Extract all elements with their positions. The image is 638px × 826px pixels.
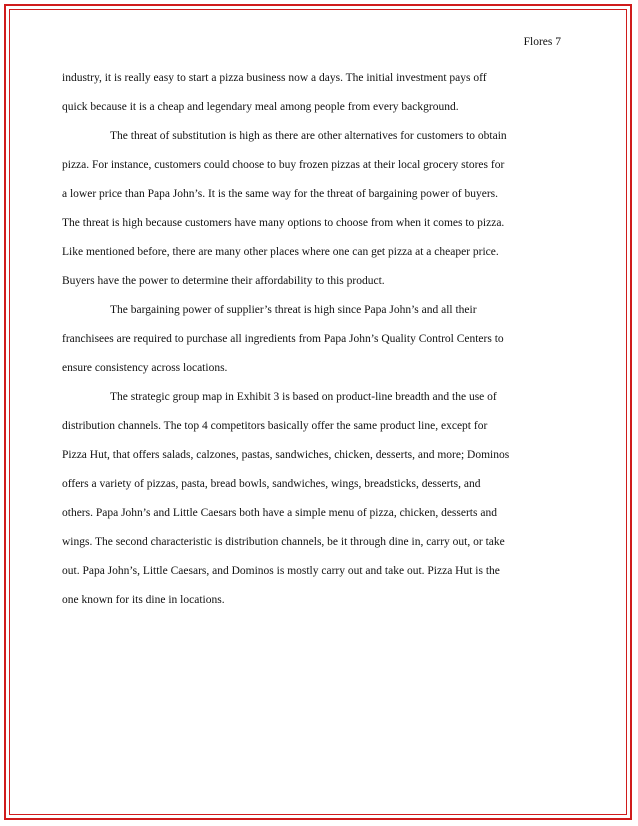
paragraph-3 [62,296,576,383]
paragraph-line: Pizza Hut, that offers salads, calzones, pastas, sandwiches, chicken, desserts, and more; Dominos [62,449,510,461]
paragraph-1 [62,64,576,122]
paragraph-line: pizza. For instance, customers could choose to buy frozen pizzas at their local grocery stores for [62,159,505,171]
document-body [62,64,576,615]
paragraph-line: one known for its dine in locations. [62,594,225,606]
paragraph-line: industry, it is really easy to start a pizza business now a days. The initial investment pays off [62,72,487,84]
paragraph-line: a lower price than Papa John’s. It is the same way for the threat of bargaining power of buyers. [62,188,499,200]
paragraph-line: Like mentioned before, there are many other places where one can get pizza at a cheaper price. [62,246,499,258]
paragraph-line: ensure consistency across locations. [62,362,228,374]
paragraph-line: franchisees are required to purchase all ingredients from Papa John’s Quality Control Centers to [62,333,504,345]
paragraph-line: quick because it is a cheap and legendary meal among people from every background. [62,101,459,113]
paragraph-line: others. Papa John’s and Little Caesars both have a simple menu of pizza, chicken, desserts and [62,507,497,519]
paragraph-line: offers a variety of pizzas, pasta, bread bowls, sandwiches, wings, breadsticks, desserts, and [62,478,481,490]
paragraph-line: The bargaining power of supplier’s threat is high since Papa John’s and all their [110,304,477,316]
paragraph-line: The threat of substitution is high as there are other alternatives for customers to obtain [110,130,507,142]
page-header: Flores 7 [523,36,561,48]
paragraph-line: wings. The second characteristic is distribution channels, be it through dine in, carry out, or take [62,536,505,548]
paragraph-4 [62,383,576,615]
paragraph-line: distribution channels. The top 4 competitors basically offer the same product line, except for [62,420,488,432]
paragraph-line: out. Papa John’s, Little Caesars, and Dominos is mostly carry out and take out. Pizza Hut is the [62,565,500,577]
paragraph-line: The strategic group map in Exhibit 3 is based on product-line breadth and the use of [110,391,497,403]
paragraph-2 [62,122,576,296]
paragraph-line: Buyers have the power to determine their affordability to this product. [62,275,385,287]
paragraph-line: The threat is high because customers have many options to choose from when it comes to pizza. [62,217,505,229]
